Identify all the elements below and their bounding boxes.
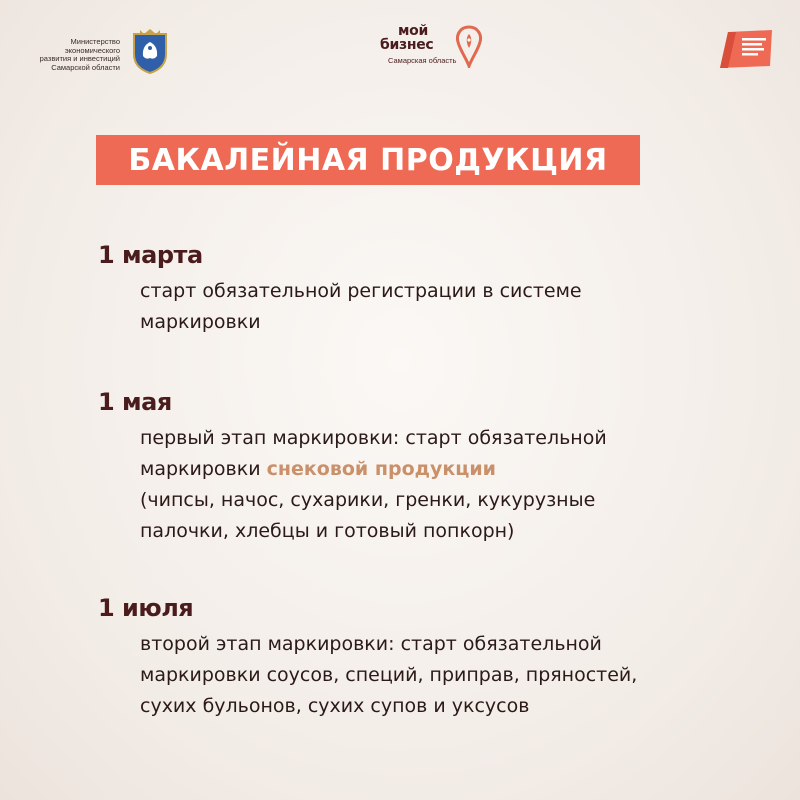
entry-date: 1 мая — [98, 388, 172, 416]
highlighted-product: снековой продукции — [266, 458, 496, 480]
timeline-entry — [98, 593, 637, 722]
ministry-line: экономического — [64, 45, 120, 55]
rocket-pin-icon — [454, 24, 484, 68]
description-line: первый этап маркировки: старт обязательной — [140, 427, 607, 449]
description-line — [140, 454, 607, 485]
ministry-line: развития и инвестиций — [39, 54, 120, 63]
title-banner — [96, 135, 640, 185]
samara-coat-of-arms-icon — [128, 28, 172, 74]
description-line: старт обязательной регистрации в системе — [140, 280, 582, 302]
description-line: маркировки соусов, специй, приправ, пряностей, — [140, 664, 638, 686]
timeline-entry — [98, 240, 582, 338]
national-project-flag-icon — [716, 26, 774, 70]
ministry-logo — [30, 28, 172, 74]
description-line: сухих бульонов, сухих супов и уксусов — [140, 695, 530, 717]
entry-date: 1 июля — [98, 594, 194, 622]
moy-biznes-region: Самарская область — [388, 56, 457, 65]
ministry-line: Самарской области — [51, 62, 120, 72]
description-text: маркировки — [140, 458, 267, 480]
entry-date: 1 марта — [98, 241, 203, 269]
description-line: (чипсы, начос, сухарики, гренки, кукурузные — [140, 489, 596, 511]
entry-description — [140, 276, 582, 338]
entry-description — [140, 423, 607, 547]
ministry-name — [30, 38, 120, 72]
moy-biznes-word-2: бизнес — [380, 37, 434, 53]
moy-biznes-logo — [380, 24, 484, 68]
description-line: маркировки — [140, 311, 261, 333]
entry-description — [140, 629, 637, 722]
description-line: палочки, хлебцы и готовый попкорн) — [140, 520, 515, 542]
timeline-entry — [98, 387, 607, 547]
moy-biznes-word-1: мой — [398, 23, 428, 39]
page-title: БАКАЛЕЙНАЯ ПРОДУКЦИЯ — [128, 142, 608, 178]
description-line: второй этап маркировки: старт обязательной — [140, 633, 602, 655]
ministry-line: Министерство — [70, 37, 120, 46]
